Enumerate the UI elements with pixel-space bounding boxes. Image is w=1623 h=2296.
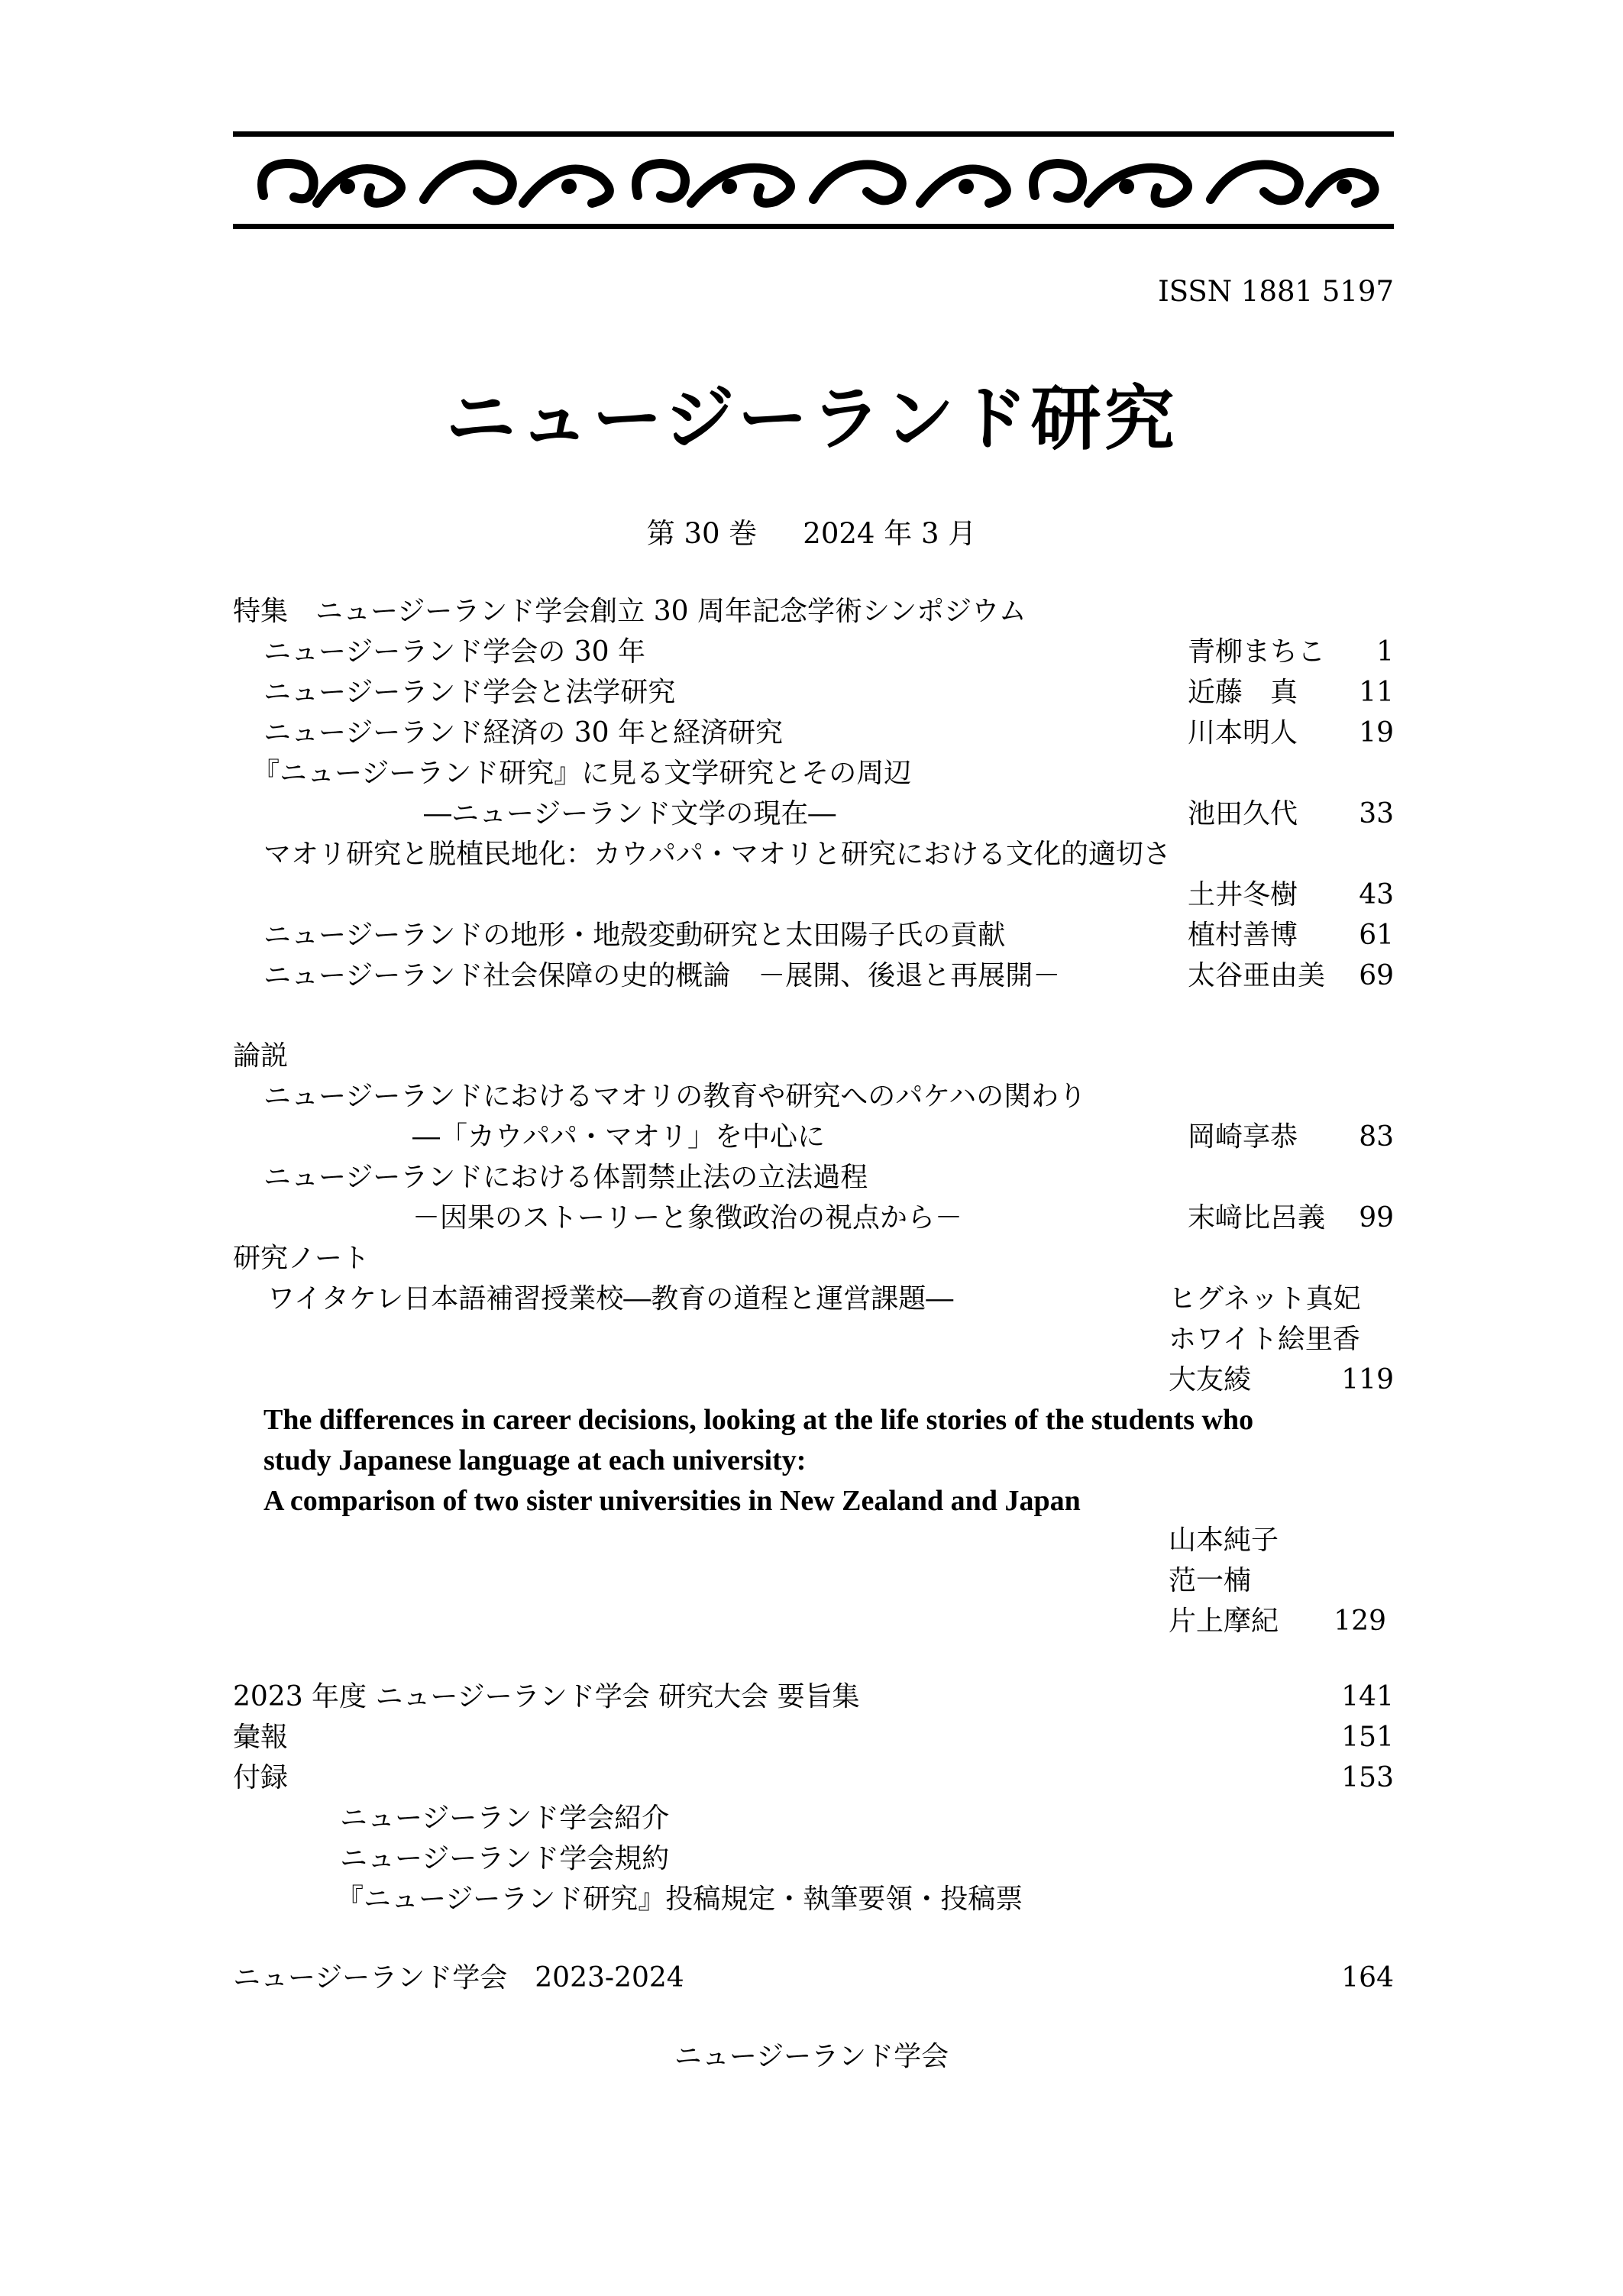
volume-date — [0, 510, 1623, 551]
toc-title[interactable]: マオリ研究と脱植民地化：カウパパ・マオリと研究における文化的適切さ — [263, 839, 1172, 870]
toc-author: 片上摩紀 — [1169, 1606, 1279, 1637]
toc-title[interactable]: 付録 — [233, 1762, 289, 1793]
volume-number: 第 30 巻 — [646, 517, 758, 550]
toc-page: 151 — [1341, 1722, 1394, 1753]
section-heading-special: 特集 ニュージーランド学会創立 30 周年記念学術シンポジウム — [233, 596, 1026, 627]
appendix-item: 『ニュージーランド研究』投稿規定・執筆要領・投稿票 — [336, 1884, 1023, 1915]
toc-title[interactable]: ワイタケレ日本語補習授業校―教育の道程と運営課題― — [267, 1283, 954, 1315]
header-banner — [233, 131, 1394, 229]
toc-subtitle: －因果のストーリーと象徴政治の視点から－ — [412, 1202, 963, 1234]
toc-author: 川本明人 — [1188, 717, 1298, 749]
toc-title-en-line[interactable]: The differences in career decisions, looking at the life stories of the students who — [263, 1404, 1254, 1436]
toc-page: 43 — [1359, 879, 1394, 910]
toc-title[interactable]: ニュージーランドにおける体罰禁止法の立法過程 — [263, 1162, 868, 1193]
toc-title[interactable]: ニュージーランド経済の 30 年と経済研究 — [263, 717, 783, 749]
toc-title[interactable]: ニュージーランド学会の 30 年 — [263, 636, 645, 668]
banner-rule-bottom — [233, 224, 1394, 229]
journal-title: ニュージーランド研究 — [445, 377, 1178, 460]
toc-title[interactable]: 2023 年度 ニュージーランド学会 研究大会 要旨集 — [233, 1681, 860, 1712]
toc-author: 山本純子 — [1169, 1525, 1279, 1556]
toc-page: 19 — [1359, 717, 1394, 749]
appendix-item: ニュージーランド学会規約 — [340, 1843, 670, 1874]
toc-page: 83 — [1359, 1121, 1394, 1153]
section-heading-articles: 論説 — [233, 1040, 289, 1072]
toc-author: 池田久代 — [1188, 798, 1298, 829]
toc-title[interactable]: ニュージーランドにおけるマオリの教育や研究へのパケハの関わり — [263, 1081, 1087, 1112]
section-heading-notes: 研究ノート — [233, 1243, 370, 1274]
toc-page: 129 — [1334, 1606, 1386, 1637]
toc-author: 土井冬樹 — [1188, 879, 1298, 910]
toc-title[interactable]: ニュージーランド社会保障の史的概論 －展開、後退と再展開－ — [263, 960, 1061, 991]
toc-page: 164 — [1341, 1962, 1394, 1994]
toc-title[interactable]: 『ニュージーランド研究』に見る文学研究とその周辺 — [252, 758, 912, 789]
toc-title[interactable]: ニュージーランド学会 2023-2024 — [233, 1962, 684, 1994]
toc-page: 1 — [1376, 636, 1394, 668]
toc-author: ヒグネット真妃 — [1169, 1283, 1361, 1315]
appendix-item: ニュージーランド学会紹介 — [340, 1803, 670, 1834]
issn: ISSN 1881 5197 — [1158, 275, 1394, 308]
toc-author: 近藤 真 — [1188, 677, 1298, 708]
toc-author: 植村善博 — [1188, 920, 1298, 951]
toc-subtitle: ―ニュージーランド文学の現在― — [424, 798, 836, 829]
toc-page: 69 — [1359, 960, 1394, 991]
issue-date: 2024 年 3 月 — [803, 517, 977, 550]
banner-rule-top — [233, 131, 1394, 137]
toc-author: 岡崎享恭 — [1188, 1121, 1298, 1153]
toc-title[interactable]: ニュージーランド学会と法学研究 — [263, 677, 676, 708]
toc-author: 大友綾 — [1169, 1364, 1252, 1395]
toc-page: 33 — [1359, 798, 1394, 829]
toc-author: 太谷亜由美 — [1188, 960, 1326, 991]
maori-pattern-icon — [233, 142, 1394, 218]
toc-author: 青柳まちこ — [1188, 636, 1326, 668]
toc-title[interactable]: 彙報 — [233, 1722, 289, 1753]
toc-author: 范一楠 — [1169, 1565, 1252, 1596]
toc-title-en-line[interactable]: study Japanese language at each university: — [263, 1444, 807, 1476]
toc-title[interactable]: ニュージーランドの地形・地殻変動研究と太田陽子氏の貢献 — [263, 920, 1006, 951]
toc-subtitle: ―「カウパパ・マオリ」を中心に — [412, 1121, 826, 1153]
toc-author: ホワイト絵里香 — [1169, 1324, 1360, 1355]
toc-page: 61 — [1359, 920, 1394, 951]
toc-page: 119 — [1341, 1364, 1394, 1395]
publisher: ニュージーランド学会 — [674, 2041, 949, 2072]
toc-author: 末﨑比呂義 — [1188, 1202, 1326, 1234]
toc-page: 99 — [1359, 1202, 1394, 1234]
toc-title-en-line[interactable]: A comparison of two sister universities in New Zealand and Japan — [263, 1485, 1081, 1517]
toc-page: 141 — [1341, 1681, 1394, 1712]
toc-page: 11 — [1359, 677, 1394, 708]
toc-page: 153 — [1341, 1762, 1394, 1793]
